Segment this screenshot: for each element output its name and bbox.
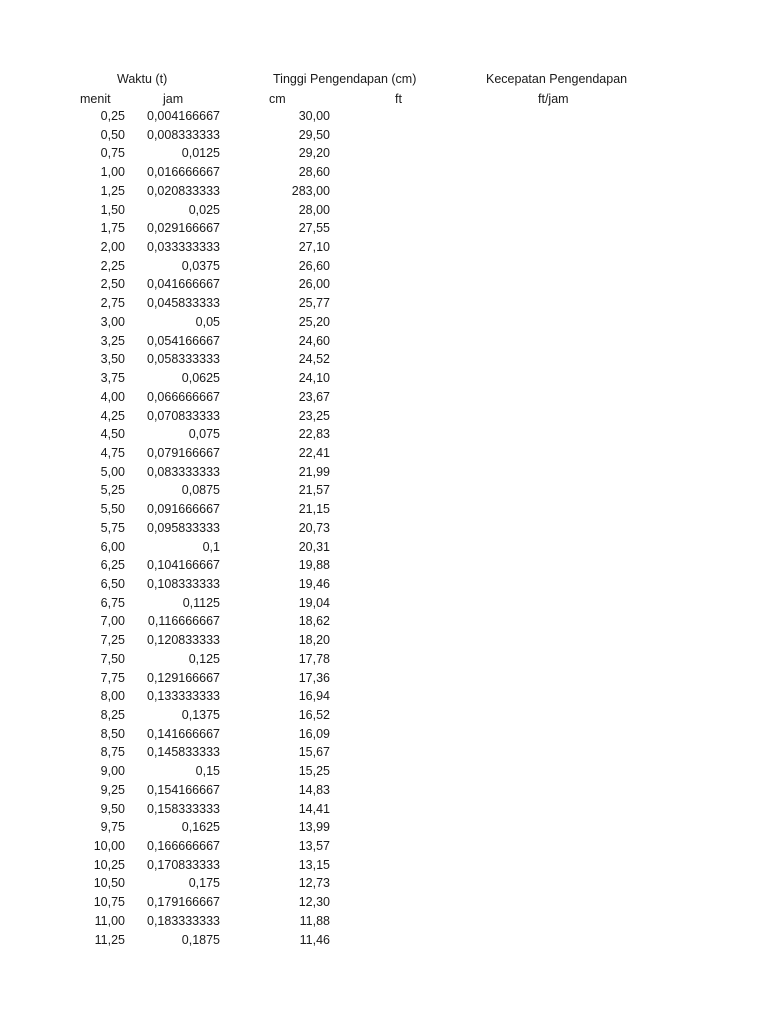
cell-jam: 0,108333333: [147, 576, 220, 591]
cell-jam: 0,1125: [182, 595, 220, 610]
cell-jam: 0,020833333: [147, 183, 220, 198]
cell-jam: 0,166666667: [147, 839, 220, 854]
cell-jam: 0,025: [188, 202, 220, 217]
cell-cm: 13,57: [298, 839, 330, 854]
cell-menit: 4,25: [100, 408, 125, 423]
cell-cm: 24,52: [298, 352, 330, 367]
table-row: [0, 332, 768, 351]
cell-jam: 0,179166667: [147, 895, 220, 910]
table-row: [0, 425, 768, 444]
cell-menit: 5,75: [100, 520, 125, 535]
cell-cm: 28,60: [298, 165, 330, 180]
table-row: [0, 294, 768, 313]
cell-menit: 5,25: [100, 483, 125, 498]
cell-menit: 8,25: [100, 708, 125, 722]
cell-cm: 16,94: [298, 689, 330, 704]
cell-menit: 9,25: [100, 782, 125, 797]
cell-menit: 2,75: [100, 296, 125, 311]
cell-menit: 6,25: [100, 558, 125, 573]
cell-menit: 10,00: [93, 839, 125, 854]
table-row: [0, 893, 768, 912]
data-table: [0, 107, 768, 949]
cell-menit: 7,50: [100, 651, 125, 666]
cell-cm: 27,10: [298, 240, 330, 255]
table-row: [0, 837, 768, 856]
cell-jam: 0,066666667: [147, 389, 220, 404]
cell-cm: 18,20: [298, 633, 330, 648]
cell-jam: 0,15: [195, 764, 220, 779]
table-row: [0, 687, 768, 706]
cell-jam: 0,0125: [181, 146, 220, 161]
cell-menit: 10,75: [93, 895, 125, 910]
cell-jam: 0,070833333: [147, 408, 220, 423]
cell-jam: 0,029166667: [147, 221, 220, 236]
cell-jam: 0,041666667: [147, 277, 220, 292]
table-row: [0, 107, 768, 126]
table-row: [0, 612, 768, 631]
cell-menit: 2,00: [100, 240, 125, 255]
cell-cm: 21,57: [298, 483, 330, 498]
cell-jam: 0,0875: [181, 483, 220, 498]
table-row: [0, 856, 768, 875]
cell-menit: 10,25: [93, 857, 125, 872]
cell-cm: 15,25: [298, 764, 330, 779]
table-row: [0, 781, 768, 800]
cell-cm: 29,50: [298, 127, 330, 142]
table-row: [0, 500, 768, 519]
cell-menit: 11,00: [94, 913, 125, 928]
cell-cm: 11,46: [299, 932, 330, 947]
cell-cm: 23,25: [298, 408, 330, 423]
cell-menit: 9,50: [100, 801, 125, 816]
table-row: [0, 313, 768, 332]
cell-cm: 24,10: [298, 371, 330, 386]
cell-menit: 8,75: [100, 745, 125, 760]
cell-menit: 5,00: [100, 464, 125, 479]
cell-cm: 11,88: [299, 913, 330, 928]
cell-menit: 7,75: [100, 670, 125, 685]
table-row: [0, 931, 768, 950]
cell-jam: 0,033333333: [147, 240, 220, 255]
table-row: [0, 912, 768, 931]
subheader-jam: jam: [163, 92, 184, 106]
table-row: [0, 706, 768, 725]
cell-jam: 0,1875: [181, 932, 220, 947]
table-row: [0, 369, 768, 388]
cell-cm: 30,00: [298, 109, 330, 123]
table-row: [0, 575, 768, 594]
cell-jam: 0,095833333: [147, 520, 220, 535]
cell-cm: 25,77: [298, 296, 330, 311]
cell-menit: 8,50: [100, 726, 125, 741]
cell-jam: 0,104166667: [147, 558, 220, 573]
cell-jam: 0,054166667: [147, 333, 220, 348]
subheader-menit: menit: [80, 92, 111, 106]
header-kecepatan: Kecepatan Pengendapan: [486, 72, 628, 86]
cell-jam: 0,116666667: [147, 614, 220, 629]
cell-jam: 0,075: [188, 427, 220, 442]
cell-menit: 6,50: [100, 576, 125, 591]
cell-jam: 0,145833333: [147, 745, 220, 760]
cell-cm: 12,30: [298, 895, 330, 910]
cell-menit: 3,25: [100, 333, 125, 348]
table-row: [0, 538, 768, 557]
cell-cm: 28,00: [298, 202, 330, 217]
table-row: [0, 407, 768, 426]
cell-menit: 10,50: [93, 876, 125, 891]
cell-cm: 19,46: [298, 576, 330, 591]
cell-menit: 0,75: [100, 146, 125, 161]
cell-cm: 26,00: [298, 277, 330, 292]
cell-menit: 0,25: [100, 109, 125, 123]
cell-jam: 0,083333333: [147, 464, 220, 479]
subheader-ft: ft: [395, 92, 402, 106]
table-row: [0, 743, 768, 762]
cell-jam: 0,004166667: [147, 109, 220, 123]
cell-jam: 0,175: [188, 876, 220, 891]
table-row: [0, 631, 768, 650]
cell-cm: 20,73: [298, 520, 330, 535]
table-row: [0, 350, 768, 369]
cell-jam: 0,129166667: [147, 670, 220, 685]
cell-menit: 2,50: [100, 277, 125, 292]
cell-menit: 4,50: [100, 427, 125, 442]
table-row: [0, 257, 768, 276]
table-row: [0, 556, 768, 575]
cell-cm: 25,20: [298, 314, 330, 329]
cell-jam: 0,058333333: [147, 352, 220, 367]
cell-cm: 13,15: [298, 857, 330, 872]
cell-menit: 3,50: [100, 352, 125, 367]
cell-jam: 0,0375: [181, 258, 220, 273]
cell-cm: 13,99: [298, 820, 330, 835]
cell-cm: 17,36: [298, 670, 330, 685]
cell-cm: 16,09: [298, 726, 330, 741]
header-tinggi: Tinggi Pengendapan (cm): [273, 72, 417, 86]
cell-cm: 23,67: [298, 389, 330, 404]
cell-menit: 2,25: [100, 258, 125, 273]
cell-jam: 0,141666667: [147, 726, 220, 741]
subheader-cm: cm: [269, 92, 286, 106]
cell-menit: 1,75: [100, 221, 125, 236]
cell-cm: 283,00: [291, 183, 330, 198]
cell-jam: 0,079166667: [147, 445, 220, 460]
cell-cm: 24,60: [298, 333, 330, 348]
header-waktu: Waktu (t): [117, 72, 168, 86]
cell-menit: 1,00: [100, 165, 125, 180]
table-row: [0, 519, 768, 538]
table-row: [0, 874, 768, 893]
cell-jam: 0,170833333: [147, 857, 220, 872]
cell-jam: 0,045833333: [147, 296, 220, 311]
cell-jam: 0,183333333: [147, 913, 220, 928]
table-row: [0, 144, 768, 163]
cell-cm: 22,83: [298, 427, 330, 442]
table-row: [0, 182, 768, 201]
cell-cm: 21,99: [298, 464, 330, 479]
table-row: [0, 725, 768, 744]
cell-menit: 4,75: [100, 445, 125, 460]
cell-jam: 0,091666667: [147, 502, 220, 517]
cell-cm: 17,78: [298, 651, 330, 666]
table-row: [0, 463, 768, 482]
cell-menit: 8,00: [100, 689, 125, 704]
cell-cm: 12,73: [298, 876, 330, 891]
cell-jam: 0,1375: [181, 708, 220, 722]
table-row: [0, 818, 768, 837]
cell-jam: 0,133333333: [147, 689, 220, 704]
cell-menit: 9,00: [100, 764, 125, 779]
cell-cm: 29,20: [298, 146, 330, 161]
cell-menit: 7,00: [100, 614, 125, 629]
cell-cm: 14,83: [298, 782, 330, 797]
table-row: [0, 444, 768, 463]
cell-cm: 18,62: [298, 614, 330, 629]
cell-cm: 20,31: [298, 539, 330, 554]
table-row: [0, 594, 768, 613]
table-row: [0, 669, 768, 688]
cell-jam: 0,154166667: [147, 782, 220, 797]
table-row: [0, 650, 768, 669]
cell-menit: 4,00: [100, 389, 125, 404]
cell-menit: 3,75: [100, 371, 125, 386]
table-row: [0, 219, 768, 238]
table-row: [0, 163, 768, 182]
table-row: [0, 201, 768, 220]
cell-menit: 9,75: [100, 820, 125, 835]
cell-menit: 3,00: [100, 314, 125, 329]
subheader-ftjam: ft/jam: [538, 92, 569, 106]
cell-jam: 0,0625: [181, 371, 220, 386]
cell-menit: 1,50: [100, 202, 125, 217]
cell-cm: 15,67: [298, 745, 330, 760]
cell-menit: 6,75: [100, 595, 125, 610]
cell-jam: 0,05: [195, 314, 220, 329]
table-row: [0, 275, 768, 294]
cell-cm: 19,88: [298, 558, 330, 573]
cell-menit: 6,00: [100, 539, 125, 554]
cell-cm: 22,41: [298, 445, 330, 460]
cell-jam: 0,008333333: [147, 127, 220, 142]
cell-menit: 5,50: [100, 502, 125, 517]
cell-cm: 14,41: [298, 801, 330, 816]
table-row: [0, 481, 768, 500]
table-row: [0, 238, 768, 257]
cell-menit: 7,25: [100, 633, 125, 648]
cell-jam: 0,1625: [181, 820, 220, 835]
cell-jam: 0,1: [202, 539, 220, 554]
table-row: [0, 388, 768, 407]
cell-menit: 1,25: [100, 183, 125, 198]
cell-jam: 0,158333333: [147, 801, 220, 816]
cell-cm: 21,15: [298, 502, 330, 517]
cell-cm: 26,60: [298, 258, 330, 273]
cell-cm: 27,55: [298, 221, 330, 236]
cell-cm: 16,52: [298, 708, 330, 722]
cell-jam: 0,120833333: [147, 633, 220, 648]
cell-menit: 0,50: [100, 127, 125, 142]
cell-menit: 11,25: [94, 932, 125, 947]
table-row: [0, 126, 768, 145]
table-row: [0, 800, 768, 819]
cell-jam: 0,125: [188, 651, 220, 666]
cell-jam: 0,016666667: [147, 165, 220, 180]
cell-cm: 19,04: [298, 595, 330, 610]
table-row: [0, 762, 768, 781]
